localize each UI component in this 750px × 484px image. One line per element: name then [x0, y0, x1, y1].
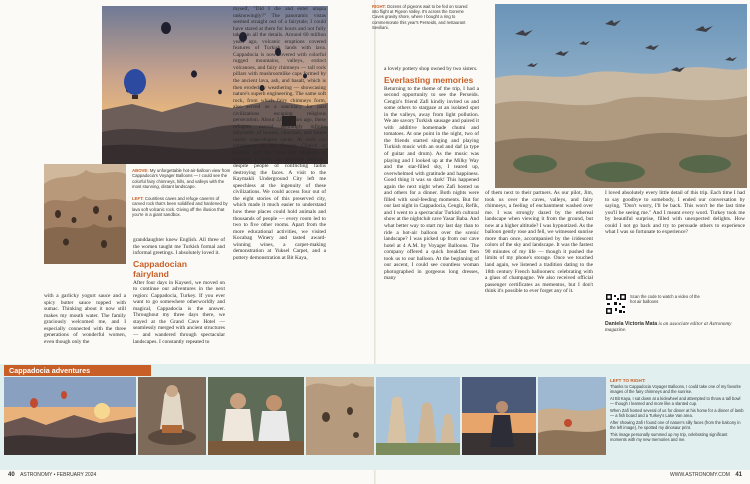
band-title: Cappadocia adventures: [4, 365, 151, 376]
band-photo-dinner: [208, 377, 304, 455]
band-caption-3: When Zafi hosted several of us for dinner at his home for a dinner of lamb — a fish board and a Turkey's Lake Van area.: [610, 408, 744, 418]
folio-left-number: 40: [8, 472, 15, 478]
caption-left-text: Countless caves and refuge caverns of carved rock that's been solidified and hardened by lava soft volcanic rock. Giving off the illusion that you're in a giant sandbox.: [132, 196, 228, 218]
folio-right-number: 41: [735, 472, 742, 478]
caption-above-label: ABOVE:: [132, 168, 149, 173]
band-photo-valley: [538, 377, 606, 455]
band-caption-4: After showing Zafi I found one of nature's silly faces (from the balcony in the left image), he spotted my dinosaur print.: [610, 420, 741, 430]
author-name: Daniela Victoria Mata: [605, 321, 658, 327]
col6-text: I loved absolutely every little detail of this trip. Each time I had to say goodbye to somebody, I ended our conversation by saying, "Don't worry, I'll be back. This won't be the last time you'll be seeing me." And I meant every word. Turkey took me by beautiful surprise, filled with unexpected delights. How could I not go back and try to persuade others to experience what I was so fortunate to experience?: [605, 190, 745, 236]
band-caption-1: Thanks to Cappadocia Voyager Balloons, I could take one of my favorite images of the fairy chimneys and the sunrise.: [610, 384, 741, 394]
col5-text: of them next to their partners. As our pilot, Jim, took us over the caves, valleys, and fairy chimneys, a feeling of enchantment washed over me. I was strongly dazed by the ethereal landscape when viewing it from the ground, but now at a higher altitude? I was hypnotized. As the balloon gently rose and fell, we witnessed sunrise more than once, accompanied by the iridescent colors of the sky and landscape. It was the fastest 90 minutes of my life — though it pushed the limits of my phone's storage. Once we touched land again, we listened a tradition dating to the 18th century French ballooners: celebrating with a glass of champagne. We also received official passenger certificates as mementos, but I don't think it's possible to ever forget any of it.: [485, 190, 593, 295]
caption-left-label: LEFT:: [132, 196, 144, 201]
band-photo-sunset-portrait: [462, 377, 536, 455]
col1-text: with a garlicky yogurt sauce and a spicy butter sauce topped with sumac. Thinking about it now still makes my mouth water. The family graciously welcomed me, and I especially connected with the three generations of wonderful women, even though only the: [44, 293, 126, 345]
cave-rocks-photo: [44, 164, 126, 264]
caption-right-text: Dozens of pigeons wait to be fed on scared into flight at Pigeon Valley. It's across the Goreme Caves gravity shore, where I bought a ring to commemorate this year's Perseids, and restaurant Seviliani.: [372, 4, 468, 30]
band-caption-2: At Bit Kaya, I sat down at a kickwheel and attempted to throw a tall bowl — though I learned and more like a slanted cup.: [610, 396, 741, 406]
section-heading-cappadocian-fairyland: Cappadocian fairyland: [133, 258, 187, 279]
right-column-3: [605, 190, 745, 292]
col4-intro: a lovely pottery shop owned by two sisters.: [384, 66, 478, 72]
folio-left-text: ASTRONOMY • FEBRUARY 2024: [20, 472, 97, 478]
right-column-1: [384, 66, 479, 364]
band-photo-rock-faces: [306, 377, 374, 455]
folio-left: [8, 472, 96, 478]
band-photo-fairy-chimneys: [376, 377, 460, 455]
author-bio-text: is an associate editor at Astronomy magazine.: [605, 321, 732, 334]
right-column-2: [485, 190, 593, 364]
caption-right: [372, 4, 469, 30]
section-heading-everlasting-memories: Everlasting memories: [384, 74, 474, 85]
col3-text: myself, "Did I die and enter utopia unknowingly?" The panoramic vistas seemed straight out of a fairytale; I could have stared at them for hours and not fully taken in all the details. Around 60 million years ago, volcanic eruptions covered features of Turkish lands with lava. Cappadocia is now covered with colorful rugged mountains, valleys, extinct volcanoes, and fairy chimneys — tall rock pillars with mushroomlike caps formed by the ancient lava, ash, and basalt, which is then eroded by weathering — showcasing nature's superb engineering. The same soft rock, from which fairy chimneys form, also served as a sanctuary for past civilizations escaping religious persecution. About 2,000 years ago, these refugees carved seemingly infinite labyrinths of houses, churches, and farms inside cone-shaped caves. At rock cut complexes at the Dragon Church in Soganli and the Open Air Museum in Goreme, I could see beautiful frescoes, despite people of conflicting faiths destroying the faces. A visit to the Kaymakli Underground City left me speechless at the ingenuity of these civilizations. We could access four out of the eight stories of this preserved city, which made it much easier to understand how these places could hold animals and thousands of people — every room led to two to five other rooms. Apart from the more educational activities, we visited Kocabag Winery and tasted award-winning wines, a carpet-making demonstration at Yuksel Carpet, and a pottery demonstration at Bit Kaya,: [233, 6, 326, 261]
author-bio: [605, 321, 745, 334]
band-photo-balloon-sunrise: [4, 377, 136, 455]
caption-above: [132, 168, 232, 190]
caption-left: [132, 196, 232, 218]
qr-note: Scan the code to watch a video of the hot air balloons: [630, 294, 700, 305]
band-captions-title: LEFT TO RIGHT:: [610, 378, 646, 383]
pigeon-valley-photo: [495, 4, 747, 188]
left-column-1: [44, 293, 126, 363]
folio-right-text: WWW.ASTRONOMY.COM: [670, 472, 730, 478]
qr-code[interactable]: [605, 293, 627, 315]
caption-above-text: My unforgettable hot-air-balloon view from Cappadocia's Voyager Balloons — I could see the colorful fairy chimneys, hills, and valleys with the most stunning, distant landscape.: [132, 168, 231, 190]
band-caption-final: This image personally summed up my trip, celebrating significant moments with my new memories and me.: [610, 432, 728, 442]
caption-right-label: RIGHT:: [372, 4, 386, 9]
left-column-2: [133, 237, 225, 364]
folio-right: [670, 472, 742, 478]
col2-intro: granddaughter knew English. All three of the women taught me Turkish formal and informal greetings. I absolutely loved it.: [133, 237, 225, 257]
band-captions: [610, 378, 744, 444]
col4-body: Returning to the theme of the trip, I had a second opportunity to see the Perseids. Cengiz's friend Zafi kindly invited us and some others to stargaze at an isolated spot in the valleys, away from light pollution. We ate savory Turkish sausage and paired it with additive homemade chutni and tomatoes. At one point in the night, two of the friends started singing and playing Turkish music with an oud and daf (a type of guitar and drum). As the music was playing and I looked up at the Milky Way and the star-filled sky, I teared up, overwhelmed with gratitude and happiness. Good thing it was so dark! This happened again the next night when Zafi hosted us and others for a dinner. Both nights were filled with soul-feeding moments. But for our last night in Cappadocia, Cengiz, Refik, and I went to a spectacular Turkish cultural show at the nightclub cave Yasar Baba. And what better way to start my last day than to ride a hot-air balloon over the scenic landscape? I was picked up from our cave hotel at 4 A.M. by Voyager Balloons. The company offered a quick breakfast then took us to our balloon. At the beginning of our ascent, I could see countless woman photographed in gorgeous long dresses, many: [384, 85, 479, 282]
col2-body: After four days in Kayseri, we moved on to continue our adventures in the next region: Cappadocia, Turkey. If you ever want to go somewhere otherworldly and magical, Cappadocia is the answer. Throughout my three days there, we stayed at the Grand Cave Hotel — seamlessly merged with ancient structures — and wandered through spectacular landscapes. I constantly repeated to: [133, 279, 225, 345]
left-column-3: [233, 6, 326, 364]
band-photo-pottery: [138, 377, 206, 455]
